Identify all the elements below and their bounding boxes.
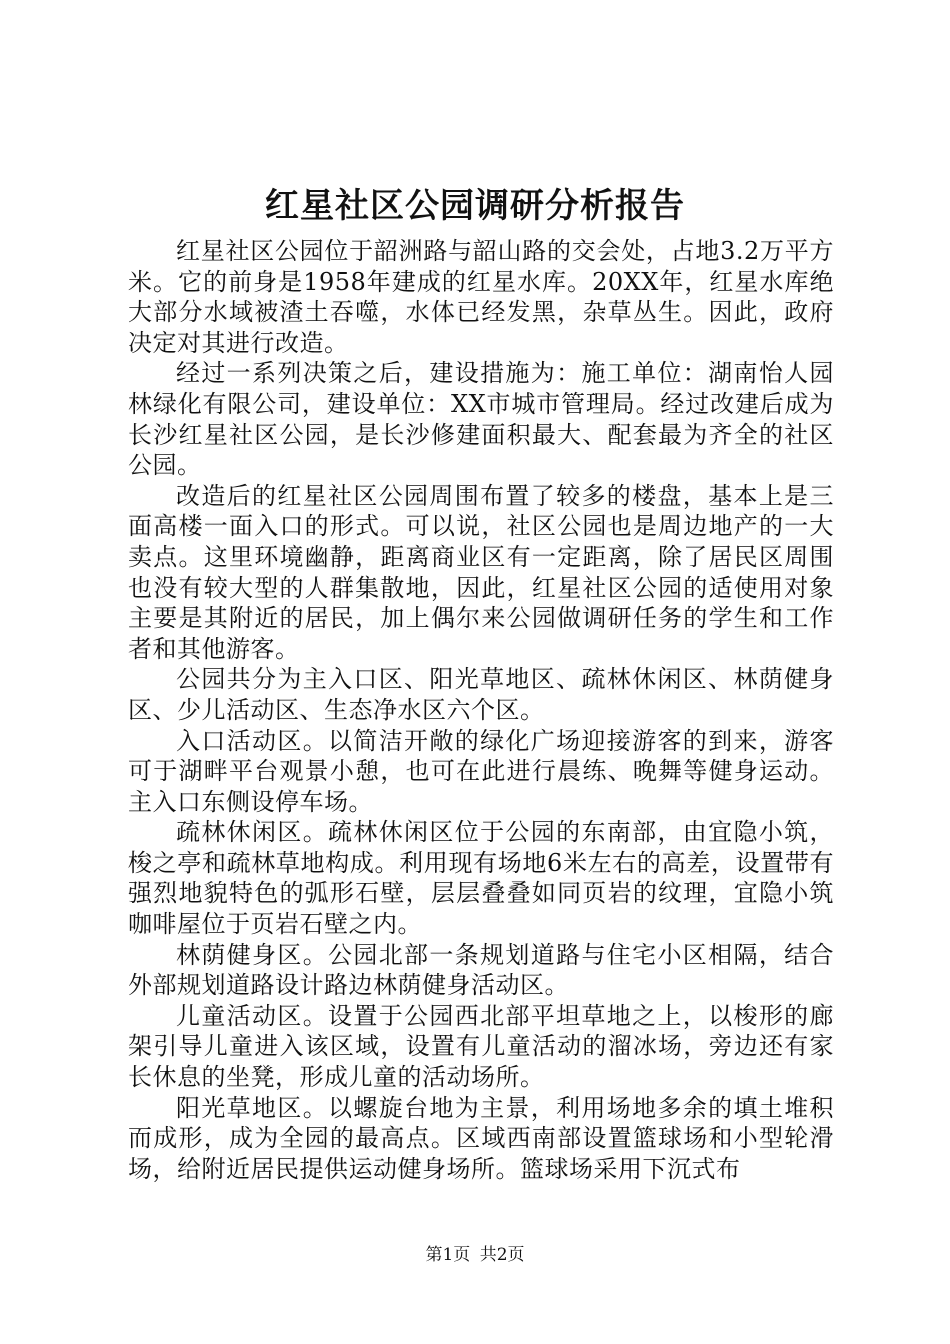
paragraph: 公园共分为主入口区、阳光草地区、疏林休闲区、林荫健身区、少儿活动区、生态净水区六个区。 [128, 665, 834, 724]
document-body [128, 236, 834, 1184]
paragraph: 改造后的红星社区公园周围布置了较多的楼盘，基本上是三面高楼一面入口的形式。可以说，社区公园也是周边地产的一大卖点。这里环境幽静，距离商业区有一定距离，除了居民区周围也没有较大型的人群集散地，因此，红星社区公园的适使用对象主要是其附近的居民，加上偶尔来公园做调研任务的学生和工作者和其他游客。 [128, 481, 834, 663]
document-title: 红星社区公园调研分析报告 [265, 186, 685, 226]
paragraph: 红星社区公园位于韶洲路与韶山路的交会处，占地3.2万平方米。它的前身是1958年建成的红星水库。20XX年，红星水库绝大部分水域被渣土吞噬，水体已经发黑，杂草丛生。因此，政府决定对其进行改造。 [128, 237, 834, 357]
total-pages: 共2页 [479, 1245, 525, 1265]
paragraph: 入口活动区。以简洁开敞的绿化广场迎接游客的到来，游客可于湖畔平台观景小憩，也可在此进行晨练、晚舞等健身运动。主入口东侧设停车场。 [128, 726, 834, 816]
paragraph: 疏林休闲区。疏林休闲区位于公园的东南部，由宜隐小筑，梭之亭和疏林草地构成。利用现有场地6米左右的高差，设置带有强烈地貌特色的弧形石壁，层层叠叠如同页岩的纹理，宜隐小筑咖啡屋位于页岩石壁之内。 [128, 818, 834, 939]
paragraph: 林荫健身区。公园北部一条规划道路与住宅小区相隔，结合外部规划道路设计路边林荫健身活动区。 [128, 940, 834, 1000]
page-number: 第1页 [425, 1245, 471, 1265]
paragraph: 经过一系列决策之后，建设措施为：施工单位：湖南怡人园林绿化有限公司，建设单位：XX市城市管理局。经过改建后成为长沙红星社区公园，是长沙修建面积最大、配套最为齐全的社区公园。 [128, 359, 834, 480]
page-footer [0, 1244, 950, 1266]
paragraph: 阳光草地区。以螺旋台地为主景，利用场地多余的填土堆积而成形，成为全园的最高点。区域西南部设置篮球场和小型轮滑场，给附近居民提供运动健身场所。篮球场采用下沉式布 [128, 1093, 834, 1183]
paragraph: 儿童活动区。设置于公园西北部平坦草地之上，以梭形的廊架引导儿童进入该区域，设置有儿童活动的溜冰场，旁边还有家长休息的坐凳，形成儿童的活动场所。 [128, 1001, 834, 1092]
